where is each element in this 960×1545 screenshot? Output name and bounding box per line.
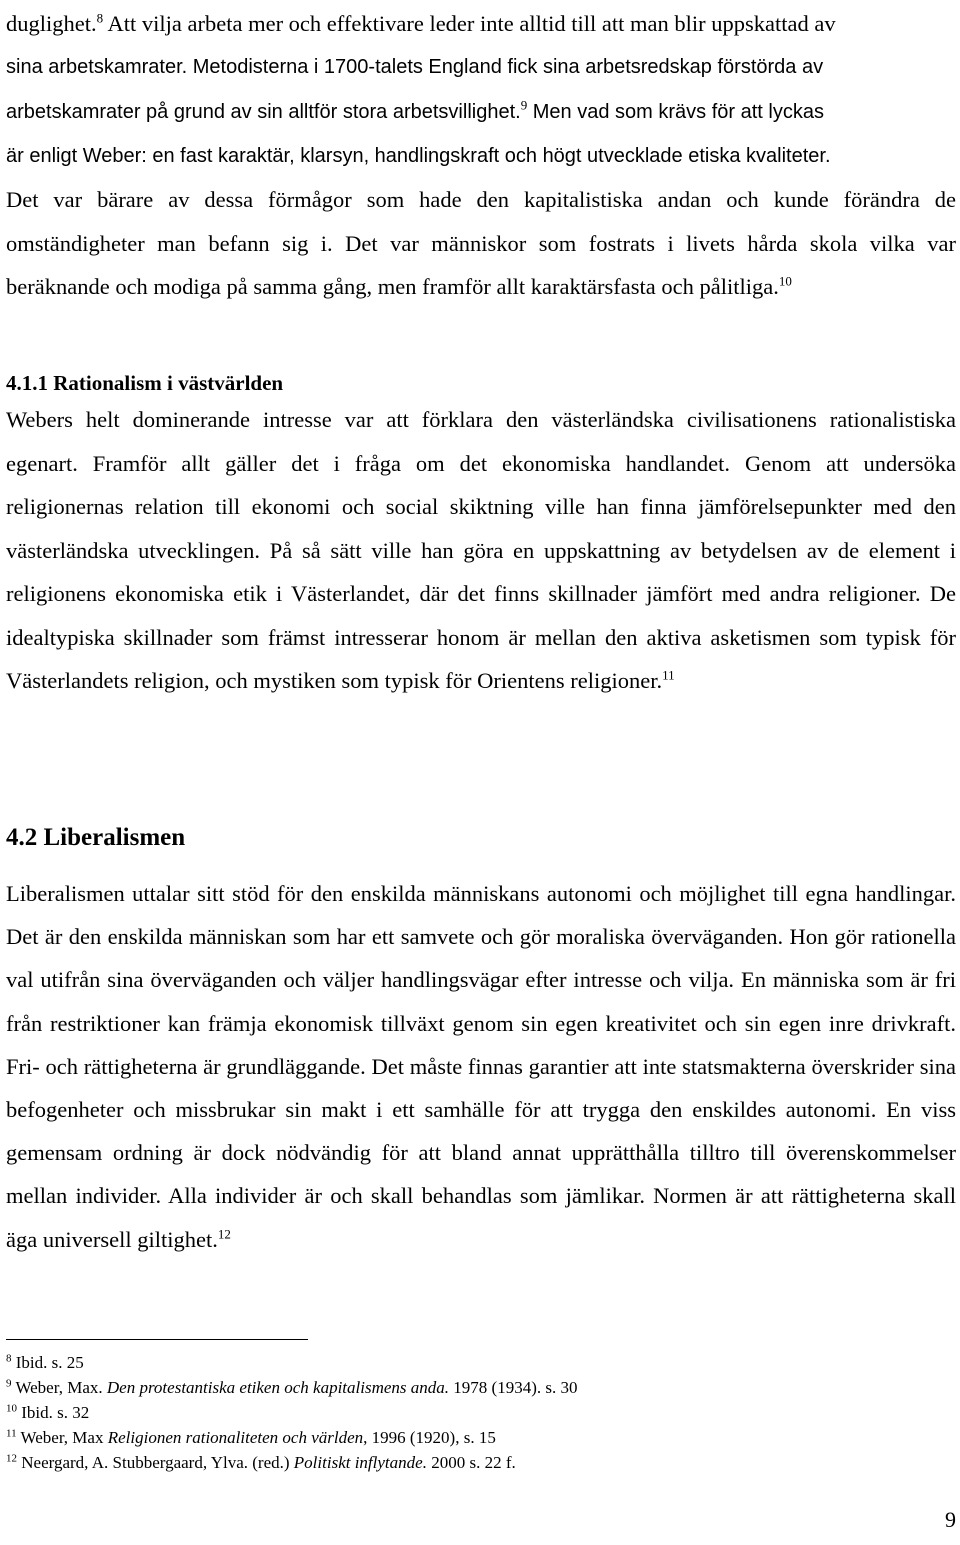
paragraph-rationalism: Webers helt dominerande intresse var att förklara den västerländska civilisationens rationalistiska egenart. Framför allt gäller det i fråga om det ekonomiska handlandet. Genom att undersöka religionernas relation till ekonomi och social skiktning ville han finna jämförelsepunkter med den västerländska utvecklingen. På så sätt ville han göra en uppskattning av betydelsen av de element i religionens ekonomiska etik i Västerlandet, där det finns skillnader jämfört med andra religioner. De idealtypiska skillnader som främst intresserar honom är mellan den aktiva asketismen som typisk för Västerlandets religion, och mystiken som typisk för Orientens religioner.$^{11}$ [6,407,956,693]
footnote-ref-8[interactable]: 8 [96,10,104,26]
footnote-ref-9[interactable]: 9 [520,97,528,113]
section-heading-4-1-1: 4.1.1 Rationalism i västvärlden [6,371,284,395]
line: beräknande och modiga på samma gång, men framför allt karaktärsfasta och pålitliga.$^{10}$ [6,273,792,299]
line: duglighet.$^8$ Att vilja arbeta mer och effektivare leder inte alltid till att man blir uppskattad av [6,10,836,36]
footnote: $^{11}$ Weber, Max Religionen rationaliteten och världen, 1996 (1920), s. 15 [6,1427,496,1447]
line: Det var bärare av dessa förmågor som hade den kapitalistiska andan och kunde förändra de [6,187,956,212]
line: arbetskamrater på grund av sin alltför stora arbetsvillighet.$^9$ Men vad som krävs för att lyckas [6,97,824,123]
footnote-ref-11[interactable]: 11 [662,667,675,683]
footnote: $^{12}$ Neergard, A. Stubbergaard, Ylva. (red.) Politiskt inflytande. 2000 s. 22 f. [6,1452,516,1472]
footnote: $^{10}$ Ibid. s. 32 [6,1402,90,1422]
paragraph-liberalism: Liberalismen uttalar sitt stöd för den enskilda människans autonomi och möjlighet till egna handlingar. Det är den enskilda människan som har ett samvete och gör moraliska överväganden. Hon gör rationella val utifrån sina överväganden och väljer handlingsvägar efter intresse och vilja. En människa som är fri från restriktioner kan främja ekonomisk tillväxt genom sin egen kreativitet och sin egen inre drivkraft. Fri- och rättigheterna är grundläggande. Det måste finnas garantier att inte statsmakterna överskrider sina befogenheter och missbrukar sin makt i ett samhälle för att trygga den enskildes autonomi. En viss gemensam ordning är dock nödvändig för att bland annat upprätthålla tilltro till överenskommelser mellan individer. Alla individer är och skall behandlas som jämlikar. Normen är att rättigheterna skall äga universell giltighet.$^{12}$ [6,881,956,1252]
footnotes [6,1350,577,1475]
footnote: $^8$ Ibid. s. 25 [6,1352,84,1372]
line: är enligt Weber: en fast karaktär, klarsyn, handlingskraft och högt utvecklade etiska kvaliteter. [6,144,831,167]
section-heading-4-2: 4.2 Liberalismen [6,824,186,851]
footnote-separator [6,1339,308,1340]
footnote-ref-10[interactable]: 10 [778,273,792,289]
paragraph-weber-character [6,2,956,309]
line: sina arbetskamrater. Metodisterna i 1700-talets England fick sina arbetsredskap förstörda av [6,55,824,78]
line: omständigheter man befann sig i. Det var människor som fostrats i livets hårda skola vilka var [6,230,956,256]
footnote: $^9$ Weber, Max. Den protestantiska etiken och kapitalismens anda. 1978 (1934). s. 30 [6,1377,578,1397]
footnote-ref-12[interactable]: 12 [217,1226,231,1242]
page-number: 9 [945,1507,956,1532]
